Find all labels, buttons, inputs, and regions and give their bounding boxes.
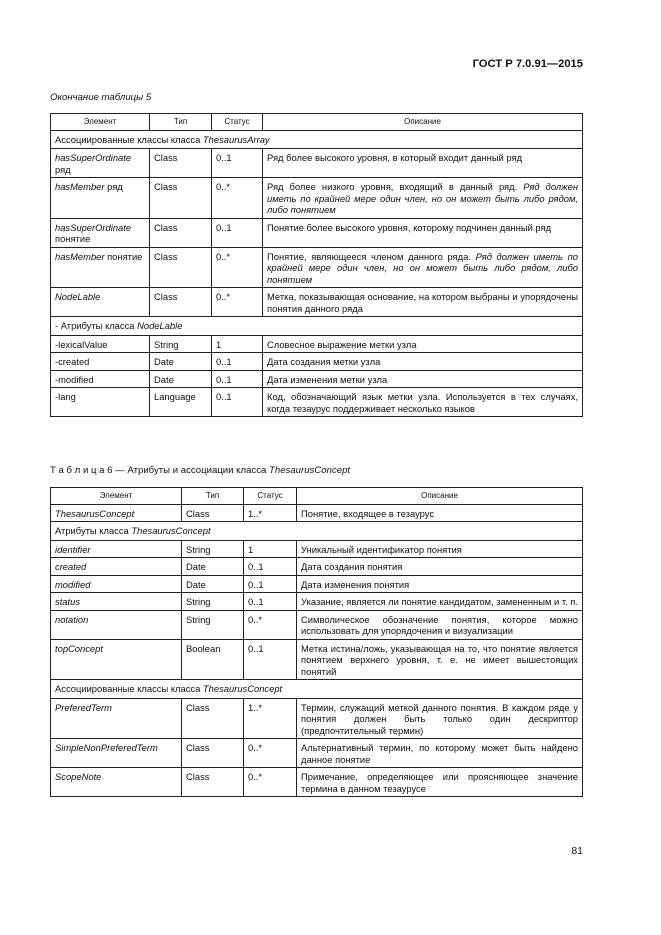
element-cell: topConcept [51, 639, 182, 680]
table-row [51, 388, 583, 417]
column-header: Элемент [51, 114, 150, 131]
column-header: Тип [182, 488, 244, 505]
element-cell: SimpleNonPreferedTerm [51, 739, 182, 768]
table6 [50, 487, 583, 797]
table-row [51, 247, 583, 288]
table-row [51, 504, 583, 522]
element-cell: PreferedTerm [51, 698, 182, 739]
section-cell: - Атрибуты класса NodeLable [51, 317, 583, 336]
element-cell: NodeLable [51, 288, 150, 317]
element-cell: hasMember понятие [51, 247, 150, 288]
status-cell: 0..1 [212, 149, 263, 178]
status-cell: 0..1 [244, 593, 297, 611]
column-header: Тип [150, 114, 212, 131]
description-cell: Уникальный идентификатор понятия [297, 540, 583, 558]
type-cell: String [182, 593, 244, 611]
section-cell: Ассоциированные классы класса ThesaurusArray [51, 130, 583, 149]
type-cell: Class [182, 768, 244, 797]
type-cell: Boolean [182, 639, 244, 680]
element-cell: notation [51, 610, 182, 639]
table5-caption: Окончание таблицы 5 [50, 92, 152, 103]
table-row [51, 558, 583, 576]
type-cell: String [182, 540, 244, 558]
description-cell: Термин, служащий меткой данного понятия. В каждом ряде у понятия должен быть только один дескриптор (предпочтительный термин) [297, 698, 583, 739]
section-cell: Ассоциированные классы класса ThesaurusConcept [51, 680, 583, 699]
description-cell: Метка истина/ложь, указывающая на то, что понятие является понятием верхнего уровня, т. е. не имеет вышестоящих понятий [297, 639, 583, 680]
page-number: 81 [571, 845, 583, 857]
status-cell: 0..1 [212, 218, 263, 247]
table-row [51, 288, 583, 317]
type-cell: Date [182, 558, 244, 576]
element-cell: identifier [51, 540, 182, 558]
table-row [51, 149, 583, 178]
element-cell: ScopeNote [51, 768, 182, 797]
description-cell: Понятие, входящее в тезаурус [297, 504, 583, 522]
type-cell: Class [182, 504, 244, 522]
table-row [51, 575, 583, 593]
table-row [51, 178, 583, 219]
element-cell: -modified [51, 370, 150, 388]
section-row [51, 522, 583, 541]
type-cell: String [182, 610, 244, 639]
type-cell: Class [150, 178, 212, 219]
section-row [51, 680, 583, 699]
description-cell: Понятие более высокого уровня, которому подчинен данный ряд [263, 218, 583, 247]
column-header: Статус [212, 114, 263, 131]
description-cell: Дата изменения метки узла [263, 370, 583, 388]
document-header: ГОСТ Р 7.0.91—2015 [472, 58, 583, 70]
element-cell: -lang [51, 388, 150, 417]
description-cell: Альтернативный термин, по которому может быть найдено данное понятие [297, 739, 583, 768]
section-cell: Атрибуты класса ThesaurusConcept [51, 522, 583, 541]
column-header: Статус [244, 488, 297, 505]
element-cell: modified [51, 575, 182, 593]
table5 [50, 113, 583, 417]
table6-caption: Т а б л и ц а 6 — Атрибуты и ассоциации класса ThesaurusConcept [50, 465, 351, 476]
type-cell: Class [182, 739, 244, 768]
section-row [51, 130, 583, 149]
column-header: Описание [297, 488, 583, 505]
table-row [51, 370, 583, 388]
description-cell: Дата изменения понятия [297, 575, 583, 593]
type-cell: Class [150, 247, 212, 288]
type-cell: Language [150, 388, 212, 417]
description-cell: Указание, является ли понятие кандидатом, замененным и т. п. [297, 593, 583, 611]
table-row [51, 610, 583, 639]
type-cell: String [150, 335, 212, 353]
description-cell: Ряд более высокого уровня, в который входит данный ряд [263, 149, 583, 178]
description-cell: Примечание, определяющее или проясняющее значение термина в данном тезаурусе [297, 768, 583, 797]
status-cell: 0..1 [244, 575, 297, 593]
description-cell: Понятие, являющееся членом данного ряда. Ряд должен иметь по крайней мере один член, но он может быть либо рядом, либо понятием [263, 247, 583, 288]
status-cell: 0..* [212, 288, 263, 317]
type-cell: Class [150, 149, 212, 178]
status-cell: 0..* [244, 610, 297, 639]
element-cell: hasSuperOrdinate ряд [51, 149, 150, 178]
element-cell: -lexicalValue [51, 335, 150, 353]
status-cell: 0..1 [244, 639, 297, 680]
table-row [51, 768, 583, 797]
status-cell: 0..1 [244, 558, 297, 576]
section-row [51, 317, 583, 336]
table-header-row [51, 488, 583, 505]
column-header: Описание [263, 114, 583, 131]
table-row [51, 639, 583, 680]
table-row [51, 218, 583, 247]
type-cell: Class [182, 698, 244, 739]
description-cell: Словесное выражение метки узла [263, 335, 583, 353]
table-row [51, 353, 583, 371]
element-cell: ThesaurusConcept [51, 504, 182, 522]
element-cell: hasSuperOrdinate понятие [51, 218, 150, 247]
status-cell: 0..* [244, 768, 297, 797]
table-row [51, 335, 583, 353]
description-cell: Дата создания понятия [297, 558, 583, 576]
status-cell: 0..1 [212, 388, 263, 417]
element-cell: status [51, 593, 182, 611]
table-row [51, 593, 583, 611]
table-row [51, 739, 583, 768]
type-cell: Date [150, 370, 212, 388]
type-cell: Date [150, 353, 212, 371]
status-cell: 0..1 [212, 353, 263, 371]
table-row [51, 698, 583, 739]
table-row [51, 540, 583, 558]
column-header: Элемент [51, 488, 182, 505]
description-cell: Метка, показывающая основание, на котором выбраны и упорядочены понятия данного ряда [263, 288, 583, 317]
description-cell: Дата создания метки узла [263, 353, 583, 371]
type-cell: Date [182, 575, 244, 593]
status-cell: 0..* [244, 739, 297, 768]
description-cell: Символическое обозначение понятия, которое можно использовать для упорядочения и визуализации [297, 610, 583, 639]
status-cell: 1..* [244, 504, 297, 522]
status-cell: 1 [212, 335, 263, 353]
element-cell: hasMember ряд [51, 178, 150, 219]
type-cell: Class [150, 288, 212, 317]
type-cell: Class [150, 218, 212, 247]
table-header-row [51, 114, 583, 131]
status-cell: 0..* [212, 178, 263, 219]
status-cell: 1..* [244, 698, 297, 739]
element-cell: created [51, 558, 182, 576]
status-cell: 1 [244, 540, 297, 558]
status-cell: 0..* [212, 247, 263, 288]
description-cell: Код, обозначающий язык метки узла. Используется в тех случаях, когда тезаурус поддерживает несколько языков [263, 388, 583, 417]
description-cell: Ряд более низкого уровня, входящий в данный ряд. Ряд должен иметь по крайней мере один член, но он может быть либо рядом, либо понятием [263, 178, 583, 219]
element-cell: -created [51, 353, 150, 371]
status-cell: 0..1 [212, 370, 263, 388]
